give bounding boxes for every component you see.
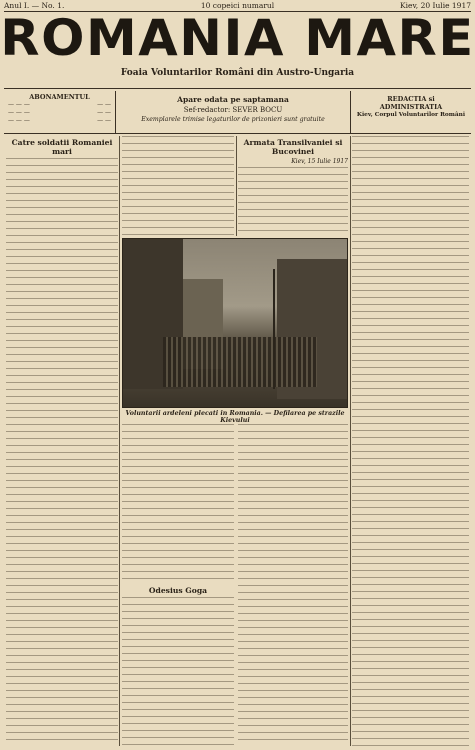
masthead-title: ROMANIA MARE [0,9,475,67]
column-divider-3 [350,136,351,746]
article-2-body [238,167,348,236]
place-date: Kiev, 20 Iulie 1917 [400,1,471,10]
article-2-date: Kiev, 15 Iulie 1917 [291,158,348,165]
masthead-subtitle: Foaia Voluntarilor Români din Austro-Ungaria [120,68,355,78]
article-column-6 [238,424,348,746]
editor-in-chief: Sef-redactor: SEVER BOCU [183,106,283,114]
photo-crowd [163,337,317,387]
article-3-title: Odesius Goga [148,586,208,595]
article-1-body [6,158,118,746]
subscription-box: ABONAMENTUL — — — — — — — — — — — — — — — [4,91,116,133]
photo-caption: Voluntarii ardeleni plecati in Romania. — Defilarea pe strazile Kievului [125,410,345,424]
column-divider-1 [119,136,120,746]
editorial-box [350,91,471,133]
info-bar [4,91,471,133]
article-5-body-a [122,424,234,584]
article-2-title: Armata Transilvaniei si Bucovinei [243,138,343,156]
info-rule-top [4,88,471,89]
column-divider-2 [236,136,237,236]
article-1-title: Catre soldatii Romaniei mari [11,138,113,156]
editorial-address: Kiev, Corpul Voluntarilor Români [356,112,466,118]
article-1-continued-body [122,136,234,236]
article-4-body [352,136,469,746]
article-6-body [238,424,348,746]
price: 10 copeici numarul [200,1,275,10]
info-rule-bottom [4,133,471,134]
editorial-heading: REDACTIA si ADMINISTRATIA [379,95,443,111]
article-5-body-b [122,597,234,746]
distribution-note: Exemplarele trimise legaturilor de prizonieri sunt gratuite [141,116,325,123]
article-column-1 [6,136,118,746]
publication-box [116,91,350,133]
article-column-3 [238,136,348,236]
publication-frequency: Apare odata pe saptamana [177,95,289,104]
article-column-5 [122,424,234,746]
issue-number: Anul I. — No. 1. [4,1,65,10]
street-parade-photo [122,238,348,408]
article-column-4 [352,136,469,746]
article-column-2 [122,136,234,236]
subscription-heading: ABONAMENTUL [29,93,90,101]
